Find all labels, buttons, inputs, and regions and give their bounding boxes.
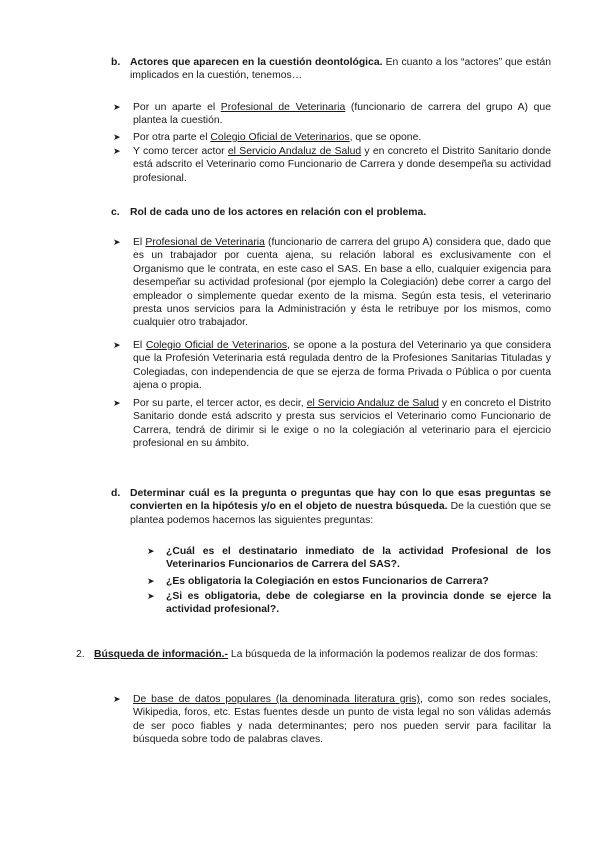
list-item	[133, 236, 551, 330]
question-text: ¿Es obligatoria la Colegiación en estos Funcionarios de Carrera?	[166, 576, 489, 587]
list-item	[133, 339, 551, 393]
section-2-heading	[94, 648, 551, 661]
section-2-marker: 2.	[76, 649, 85, 660]
section-2-text: La búsqueda de la información la podemos realizar de dos formas:	[227, 649, 539, 660]
section-d-text: De la cuestión que se plantea podemos hacernos las siguientes preguntas:	[130, 501, 551, 526]
section-c-heading	[130, 206, 551, 219]
section-b-marker: b.	[111, 57, 121, 68]
list-item	[133, 693, 551, 747]
underlined-term: De base de datos populares (la denominada literatura gris)	[133, 694, 420, 705]
arrow-bullet-icon: ➤	[147, 576, 155, 586]
list-item	[133, 397, 551, 451]
section-2-title: Búsqueda de información.-	[94, 649, 228, 660]
question-item	[166, 590, 551, 617]
list-item-text: Por otra parte el	[133, 132, 211, 143]
list-item	[133, 101, 551, 128]
underlined-term: Colegio Oficial de Veterinarios	[210, 132, 350, 143]
list-item-text: El	[133, 237, 146, 248]
underlined-term: Profesional de Veterinaria	[145, 237, 265, 248]
arrow-bullet-icon: ➤	[113, 694, 121, 704]
section-b-text: En cuanto a los “actores” que están implicados en la cuestión, tenemos…	[130, 57, 551, 82]
section-d-marker: d.	[111, 488, 121, 499]
arrow-bullet-icon: ➤	[113, 237, 121, 247]
list-item-text: y en concreto el Distrito Sanitario donde está adscrito el Veterinario como Funcionario de Carrera y donde desempeña su actividad profesional.	[133, 146, 551, 184]
section-b-heading	[130, 56, 551, 83]
arrow-bullet-icon: ➤	[113, 398, 121, 408]
list-item-text: (funcionario de carrera del grupo A) considera que, dado que es un trabajador por cuenta ajena, su relación laboral es exclusivamente con el Organismo que le contrata, en este caso el SAS. En base a ello, cualquier exigencia para desempeñar su actividad profesional (por ejemplo la Colegiación) debe correr a cargo del empleador o simplemente quedar exento de la misma. Según esta tesis, el veterinario presta unos servicios para la Administración y ésta le retribuye por los mismos, como cualquier otro trabajador.	[133, 237, 551, 329]
question-item	[166, 545, 551, 572]
underlined-term: Profesional de Veterinaria	[220, 102, 346, 113]
arrow-bullet-icon: ➤	[147, 591, 155, 601]
underlined-term: el Servicio Andaluz de Salud	[306, 398, 439, 409]
list-item-text: y en concreto el Distrito Sanitario donde está adscrito y presta sus servicios el Veterinario como Funcionario de Carrera, tendrá de dirimir si le exige o no la colegiación al veterinario para el ejercicio profesional en su ámbito.	[133, 398, 551, 450]
list-item-text: Y como tercer actor	[133, 146, 228, 157]
list-item-text: Por su parte, el tercer actor, es decir,	[133, 398, 307, 409]
section-b-title: Actores que aparecen en la cuestión deontológica.	[130, 57, 383, 68]
section-d-heading	[130, 487, 551, 527]
section-c-marker: c.	[111, 207, 120, 218]
section-c-title: Rol de cada uno de los actores en relación con el problema.	[130, 207, 427, 218]
list-item-text: , que se opone.	[349, 132, 422, 143]
arrow-bullet-icon: ➤	[113, 132, 121, 142]
arrow-bullet-icon: ➤	[113, 102, 121, 112]
list-item	[133, 145, 551, 185]
underlined-term: el Servicio Andaluz de Salud	[227, 146, 362, 157]
arrow-bullet-icon: ➤	[113, 146, 121, 156]
question-text: ¿Cuál es el destinatario inmediato de la actividad Profesional de los Veterinarios Funcionarios de Carrera del SAS?.	[166, 546, 551, 571]
underlined-term: Colegio Oficial de Veterinarios	[145, 340, 288, 351]
list-item-text: (funcionario de carrera del grupo A) que plantea la cuestión.	[133, 102, 551, 127]
section-d-title: Determinar cuál es la pregunta o preguntas que hay con lo que esas preguntas se convierten en la hipótesis y/o en el objeto de nuestra búsqueda.	[130, 488, 551, 513]
list-item-text: El	[133, 340, 146, 351]
arrow-bullet-icon: ➤	[113, 340, 121, 350]
arrow-bullet-icon: ➤	[147, 546, 155, 556]
list-item	[133, 131, 551, 144]
list-item-text: , como son redes sociales, Wikipedia, foros, etc. Estas fuentes desde un punto de vista legal no son válidas además de ser poco fiables y nada determinantes; pero nos pueden servir para facilitar la búsqueda sobre todo de palabras claves.	[133, 694, 551, 746]
list-item-text: , se opone a la postura del Veterinario ya que considera que la Profesión Veterinaria está regulada dentro de la Profesiones Sanitarias Tituladas y Colegiadas, con independencia de que se ejerza de forma Privada o Pública o por cuenta ajena o propia.	[133, 340, 551, 392]
question-item	[166, 575, 551, 588]
question-text: ¿Si es obligatoria, debe de colegiarse en la provincia donde se ejerce la actividad profesional?.	[166, 591, 551, 616]
list-item-text: Por un aparte el	[133, 102, 221, 113]
